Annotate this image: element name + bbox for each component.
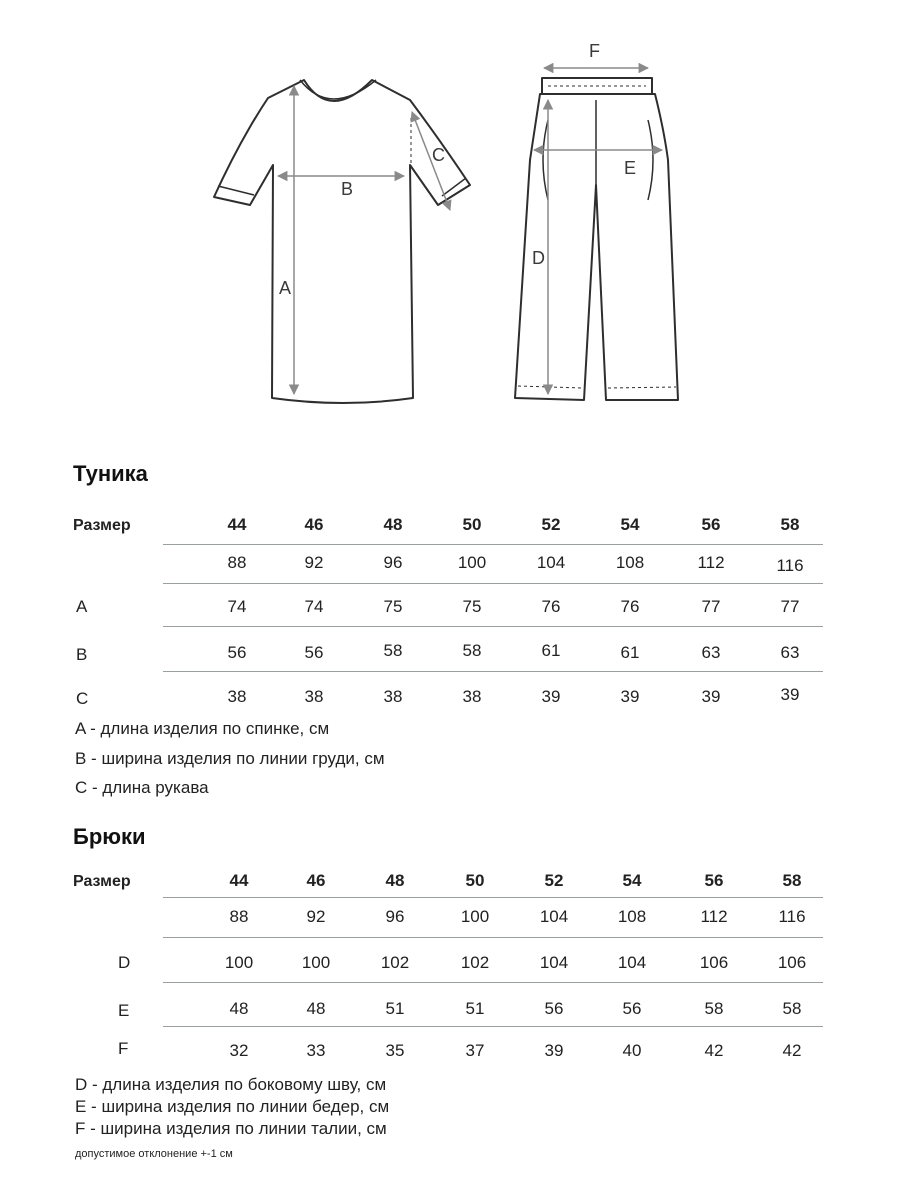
row-divider (163, 937, 823, 938)
value-cell: 88 (229, 907, 249, 926)
value-cell: 35 (385, 1041, 405, 1060)
row-divider (163, 982, 823, 983)
measure-label-d: D (532, 248, 545, 268)
value-cell: 38 (462, 687, 482, 706)
table-row (73, 643, 833, 673)
value-cell: 39 (544, 1041, 564, 1060)
value-cell: 48 (306, 999, 326, 1018)
value-cell: 42 (704, 1041, 724, 1060)
garment-illustration (0, 0, 900, 430)
value-cell: 39 (780, 685, 800, 704)
trousers-section-title: Брюки (73, 824, 146, 849)
size-cell: 48 (385, 871, 405, 890)
row-divider (163, 671, 823, 672)
value-cell: 116 (776, 556, 804, 575)
tunic-drawing (214, 80, 470, 403)
row-divider (163, 1026, 823, 1027)
size-cell: 50 (462, 515, 482, 534)
value-cell: 58 (383, 641, 403, 660)
tunic-section-title: Туника (73, 461, 148, 486)
table-row (73, 953, 833, 983)
value-cell: 48 (229, 999, 249, 1018)
table-row (73, 687, 833, 717)
size-cell: 44 (227, 515, 247, 534)
value-cell: 104 (617, 953, 647, 972)
value-cell: 77 (780, 597, 800, 616)
value-cell: 92 (306, 907, 326, 926)
measure-label-b: B (341, 179, 354, 199)
value-cell: 100 (457, 553, 487, 572)
value-cell: 39 (620, 687, 640, 706)
value-cell: 38 (304, 687, 324, 706)
size-cell: 50 (465, 871, 485, 890)
value-cell: 58 (462, 641, 482, 660)
value-cell: 32 (229, 1041, 249, 1060)
row-divider (163, 897, 823, 898)
value-cell: 51 (465, 999, 485, 1018)
measure-label-e: E (624, 158, 637, 178)
value-cell: 75 (383, 597, 403, 616)
row-label: D (118, 953, 131, 972)
garment-diagram (0, 0, 900, 430)
row-label: F (118, 1039, 129, 1058)
value-cell: 75 (462, 597, 482, 616)
size-cell: 46 (306, 871, 326, 890)
size-cell: 56 (701, 515, 721, 534)
row-divider (163, 583, 823, 584)
trousers-drawing (515, 78, 678, 400)
value-cell: 77 (701, 597, 721, 616)
value-cell: 58 (704, 999, 724, 1018)
size-header-label: Размер (73, 517, 131, 534)
value-cell: 33 (306, 1041, 326, 1060)
value-cell: 88 (227, 553, 247, 572)
row-label: C (76, 689, 89, 708)
value-cell: 38 (383, 687, 403, 706)
size-cell: 54 (620, 515, 640, 534)
value-cell: 104 (536, 553, 566, 572)
value-cell: 63 (701, 643, 721, 662)
value-cell: 108 (617, 907, 647, 926)
measure-label-c: C (432, 145, 445, 165)
tolerance-footnote: допустимое отклонение +-1 см (75, 1148, 233, 1160)
row-label: E (118, 1001, 130, 1020)
value-cell: 102 (380, 953, 410, 972)
value-cell: 37 (465, 1041, 485, 1060)
value-cell: 58 (782, 999, 802, 1018)
row-divider (163, 626, 823, 627)
trousers-legend-e: E - ширина изделия по линии бедер, см (75, 1097, 390, 1116)
table-header-row (73, 515, 833, 545)
tunic-legend-a: A - длина изделия по спинке, см (75, 719, 330, 738)
row-divider (163, 544, 823, 545)
table-row (73, 907, 833, 937)
value-cell: 92 (304, 553, 324, 572)
value-cell: 100 (301, 953, 331, 972)
row-label: A (76, 597, 88, 616)
value-cell: 112 (700, 907, 728, 926)
table-row (73, 1041, 833, 1071)
value-cell: 74 (227, 597, 247, 616)
trousers-legend-d: D - длина изделия по боковому шву, см (75, 1075, 387, 1094)
value-cell: 39 (701, 687, 721, 706)
value-cell: 76 (620, 597, 640, 616)
tunic-legend-b: B - ширина изделия по линии груди, см (75, 749, 385, 768)
size-cell: 48 (383, 515, 403, 534)
size-cell: 52 (541, 515, 561, 534)
value-cell: 96 (385, 907, 405, 926)
value-cell: 108 (615, 553, 645, 572)
row-label: B (76, 645, 88, 664)
value-cell: 76 (541, 597, 561, 616)
value-cell: 56 (227, 643, 247, 662)
value-cell: 61 (541, 641, 561, 660)
value-cell: 56 (622, 999, 642, 1018)
size-cell: 54 (622, 871, 642, 890)
tunic-legend-c: C - длина рукава (75, 778, 209, 797)
value-cell: 104 (539, 907, 569, 926)
value-cell: 51 (385, 999, 405, 1018)
value-cell: 56 (304, 643, 324, 662)
size-cell: 44 (229, 871, 249, 890)
size-cell: 52 (544, 871, 564, 890)
size-cell: 56 (704, 871, 724, 890)
value-cell: 61 (620, 643, 640, 662)
value-cell: 104 (539, 953, 569, 972)
value-cell: 63 (780, 643, 800, 662)
table-row (73, 553, 833, 583)
value-cell: 56 (544, 999, 564, 1018)
value-cell: 42 (782, 1041, 802, 1060)
value-cell: 39 (541, 687, 561, 706)
size-cell: 58 (780, 515, 800, 534)
value-cell: 116 (778, 907, 806, 926)
value-cell: 106 (699, 953, 729, 972)
value-cell: 106 (777, 953, 807, 972)
table-row (73, 597, 833, 627)
value-cell: 74 (304, 597, 324, 616)
value-cell: 38 (227, 687, 247, 706)
measure-label-f: F (589, 41, 600, 61)
size-cell: 46 (304, 515, 324, 534)
size-header-label: Размер (73, 873, 131, 890)
value-cell: 40 (622, 1041, 642, 1060)
value-cell: 102 (460, 953, 490, 972)
measure-label-a: A (279, 278, 292, 298)
value-cell: 112 (697, 553, 725, 572)
value-cell: 100 (460, 907, 490, 926)
table-row (73, 999, 833, 1029)
value-cell: 100 (224, 953, 254, 972)
value-cell: 96 (383, 553, 403, 572)
size-cell: 58 (782, 871, 802, 890)
trousers-legend-f: F - ширина изделия по линии талии, см (75, 1119, 387, 1138)
